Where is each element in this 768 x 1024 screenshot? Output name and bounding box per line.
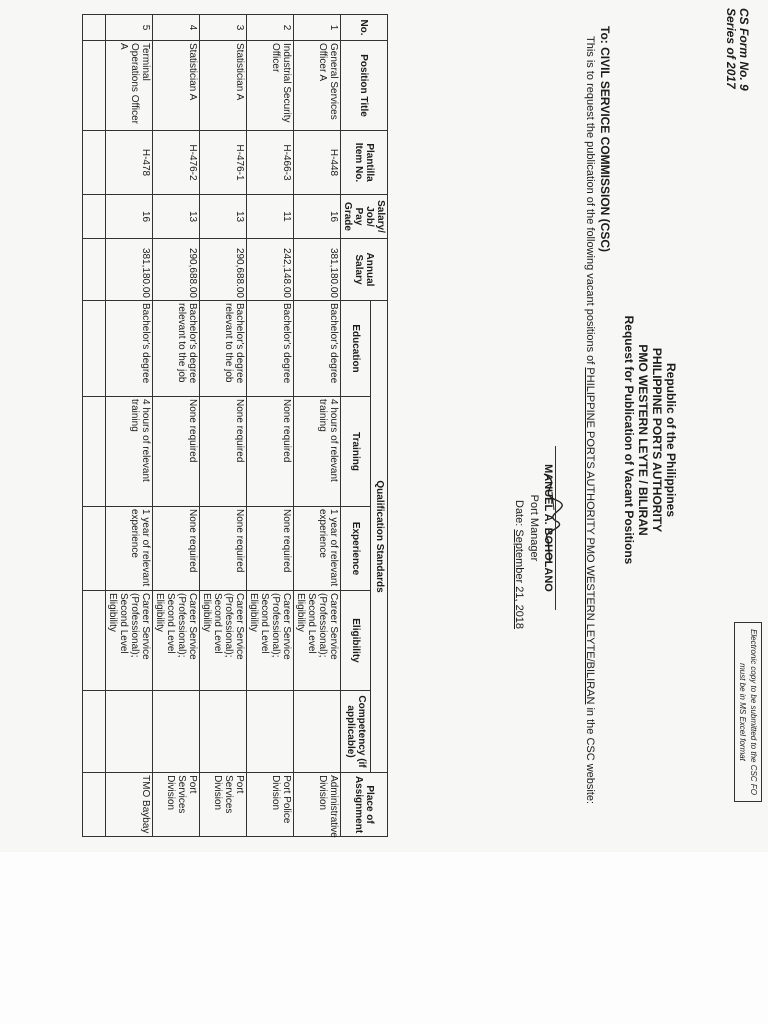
- document-header: [622, 230, 678, 650]
- form-series-line: Series of 2017: [724, 8, 738, 89]
- addressee: To: CIVIL SERVICE COMMISSION (CSC): [598, 26, 612, 253]
- cell-place: TMO Baybay: [106, 773, 153, 837]
- signature-line: [555, 446, 556, 610]
- header-row-1: [371, 15, 388, 837]
- table-row: [200, 15, 247, 837]
- empty-row: [83, 15, 106, 837]
- cell-position: Terminal Operations Officer A: [106, 41, 153, 131]
- cell-salary: 242,148.00: [247, 239, 294, 301]
- empty-cell: [83, 507, 106, 591]
- cell-position: Statistician A: [200, 41, 247, 131]
- table-row: [247, 15, 294, 837]
- form-number-line: CS Form No. 9: [737, 8, 751, 91]
- empty-cell: [83, 397, 106, 507]
- col-header-qualification: Qualification Standards: [371, 301, 388, 773]
- signatory-title: Port Manager: [528, 494, 540, 562]
- col-header-grade: Salary/ Job/ Pay Grade: [341, 195, 388, 239]
- cell-place: Port Services Division: [153, 773, 200, 837]
- signatory-name: MANUEL A. BOHOLANO: [542, 464, 554, 592]
- col-header-item: Plantilla Item No.: [341, 131, 388, 195]
- cell-training: 4 hours of relevant training: [106, 397, 153, 507]
- empty-cell: [83, 131, 106, 195]
- cell-experience: 1 year of relevant experience: [106, 507, 153, 591]
- cell-salary: 381,180.00: [106, 239, 153, 301]
- col-header-no: No.: [341, 15, 388, 41]
- cell-no: 2: [247, 15, 294, 41]
- cell-eligibility: Career Service (Professional); Second Level Eligibility: [247, 591, 294, 691]
- cell-education: Bachelor's degree: [247, 301, 294, 397]
- note-line-2: must be in MS Excel format: [738, 663, 747, 761]
- cell-place: Port Police Division: [247, 773, 294, 837]
- blank-margin: [0, 852, 768, 1024]
- header-republic: Republic of the Philippines: [664, 362, 678, 517]
- request-agency: PHILIPPINE PORTS AUTHORITY PMO WESTERN LEYTE/BILIRAN: [584, 367, 596, 705]
- cell-grade: 16: [294, 195, 341, 239]
- cell-competency: [247, 691, 294, 773]
- header-title: Request for Publication of Vacant Positions: [622, 315, 636, 565]
- cell-item: H-448: [294, 131, 341, 195]
- cell-item: H-476-1: [200, 131, 247, 195]
- electronic-copy-note: [734, 622, 762, 802]
- cell-training: 4 hours of relevant training: [294, 397, 341, 507]
- cell-grade: 13: [200, 195, 247, 239]
- col-header-position: Position Title: [341, 41, 388, 131]
- cell-grade: 13: [153, 195, 200, 239]
- cell-place: Port Services Division: [200, 773, 247, 837]
- vacancies-table: [82, 14, 388, 837]
- table-row: [106, 15, 153, 837]
- cell-place: Administrative Division: [294, 773, 341, 837]
- cell-experience: None required: [247, 507, 294, 591]
- cell-position: Statistician A: [153, 41, 200, 131]
- cell-salary: 290,688.00: [200, 239, 247, 301]
- cell-salary: 290,688.00: [153, 239, 200, 301]
- cell-no: 5: [106, 15, 153, 41]
- cell-grade: 16: [106, 195, 153, 239]
- cell-competency: [106, 691, 153, 773]
- cell-experience: None required: [153, 507, 200, 591]
- cell-eligibility: Career Service (Professional); Second Level Eligibility: [153, 591, 200, 691]
- cell-education: Bachelor's degree relevant to the job: [200, 301, 247, 397]
- cell-education: Bachelor's degree: [106, 301, 153, 397]
- cell-no: 3: [200, 15, 247, 41]
- col-header-place: Place of Assignment: [341, 773, 388, 837]
- empty-cell: [83, 691, 106, 773]
- empty-cell: [83, 773, 106, 837]
- col-header-training: Training: [341, 397, 371, 507]
- empty-cell: [83, 301, 106, 397]
- cell-training: None required: [200, 397, 247, 507]
- cell-education: Bachelor's degree relevant to the job: [153, 301, 200, 397]
- date-label: Date:: [513, 500, 525, 530]
- cell-experience: None required: [200, 507, 247, 591]
- cell-competency: [153, 691, 200, 773]
- note-line-1: Electronic copy to be submitted to the CSC FO: [749, 629, 758, 795]
- cell-competency: [294, 691, 341, 773]
- date-value: September 21, 2018: [513, 529, 525, 630]
- cell-eligibility: Career Service (Professional); Second Level Eligibility: [106, 591, 153, 691]
- cell-item: H-478: [106, 131, 153, 195]
- cell-education: Bachelor's degree: [294, 301, 341, 397]
- cell-grade: 11: [247, 195, 294, 239]
- cell-no: 4: [153, 15, 200, 41]
- form-number: [724, 8, 750, 91]
- cell-position: General Services Officer A: [294, 41, 341, 131]
- request-statement: [584, 36, 596, 804]
- header-office: PMO WESTERN LEYTE / BILIRAN: [636, 344, 650, 536]
- col-header-salary: Annual Salary: [341, 239, 388, 301]
- header-agency: PHILIPPINE PORTS AUTHORITY: [650, 347, 664, 533]
- col-header-education: Education: [341, 301, 371, 397]
- col-header-competency: Competency (if applicable): [341, 691, 371, 773]
- table-row: [294, 15, 341, 837]
- cell-experience: 1 year of relevant experience: [294, 507, 341, 591]
- cell-competency: [200, 691, 247, 773]
- cell-position: Industrial Security Officer: [247, 41, 294, 131]
- cell-eligibility: Career Service (Professional); Second Level Eligibility: [200, 591, 247, 691]
- cell-item: H-466-3: [247, 131, 294, 195]
- col-header-eligibility: Eligibility: [341, 591, 371, 691]
- cell-eligibility: Career Service (Professional); Second Level Eligibility: [294, 591, 341, 691]
- cell-training: None required: [247, 397, 294, 507]
- empty-cell: [83, 15, 106, 41]
- request-text-start: This is to request the publication of the following vacant positions of: [584, 36, 596, 368]
- cell-salary: 381,180.00: [294, 239, 341, 301]
- empty-cell: [83, 591, 106, 691]
- empty-cell: [83, 41, 106, 131]
- empty-cell: [83, 195, 106, 239]
- table-row: [153, 15, 200, 837]
- date-line: [513, 500, 525, 629]
- empty-cell: [83, 239, 106, 301]
- request-text-end: in the CSC website:: [584, 704, 596, 805]
- cell-training: None required: [153, 397, 200, 507]
- col-header-experience: Experience: [341, 507, 371, 591]
- cell-item: H-476-2: [153, 131, 200, 195]
- cell-no: 1: [294, 15, 341, 41]
